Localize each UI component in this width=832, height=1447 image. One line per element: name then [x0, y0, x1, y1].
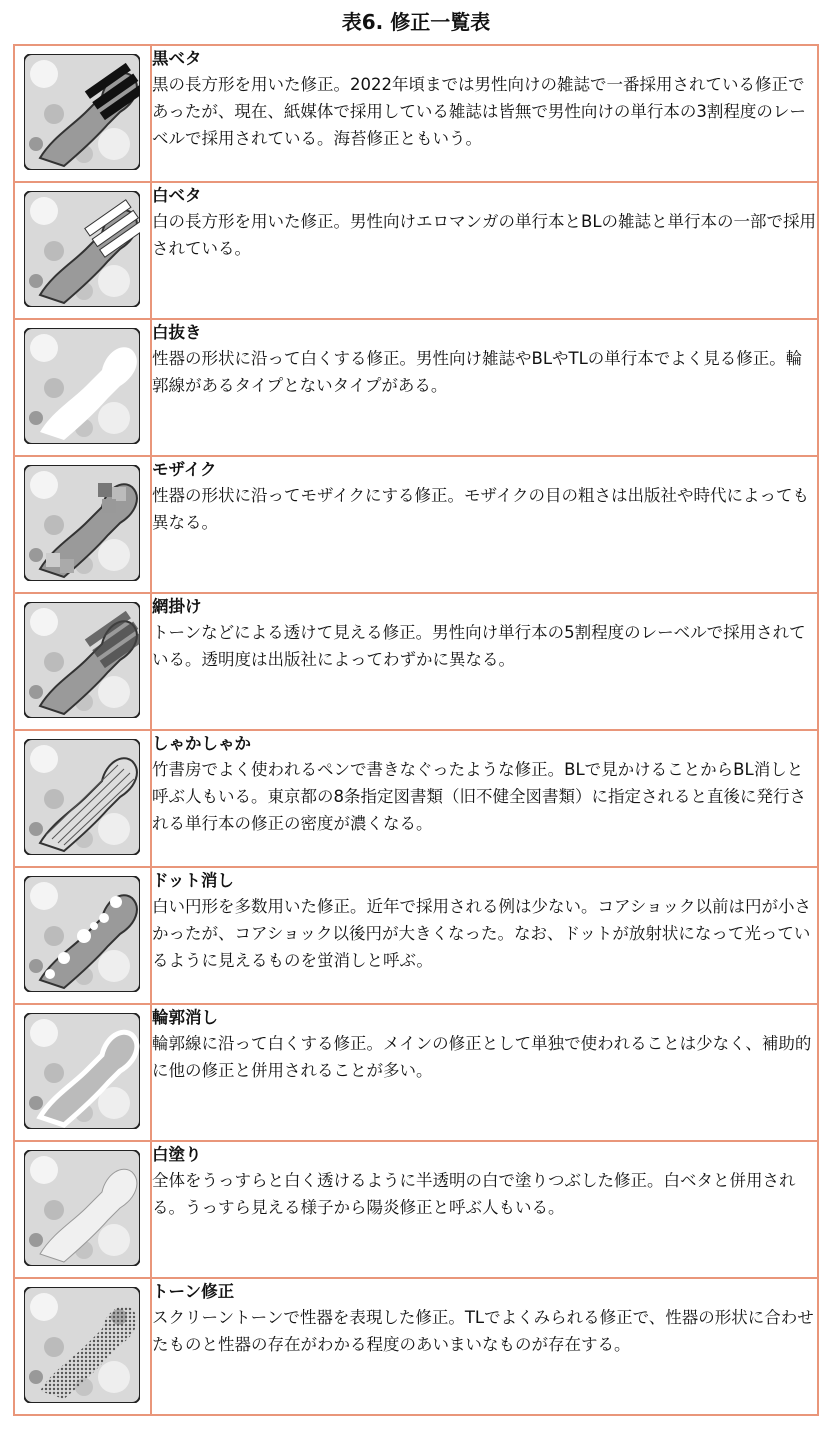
correction-name: 黒ベタ	[152, 49, 202, 68]
white-out-censor-icon	[15, 328, 150, 444]
correction-description: 輪郭線に沿って白くする修正。メインの修正として単独で使われることは少なく、補助的に他の修正と併用されることが多い。	[152, 1034, 812, 1080]
thumbnail-cell	[14, 1141, 151, 1278]
thumbnail-cell	[14, 182, 151, 319]
thumbnail-cell	[14, 319, 151, 456]
correction-name: 輪郭消し	[152, 1008, 218, 1027]
table-row	[14, 456, 818, 593]
table-row	[14, 867, 818, 1004]
correction-name: トーン修正	[152, 1282, 235, 1301]
correction-name: 白抜き	[152, 323, 202, 342]
table-row	[14, 182, 818, 319]
correction-name: ドット消し	[152, 871, 234, 890]
screentone-censor-icon	[15, 1287, 150, 1403]
description-cell	[151, 1004, 818, 1141]
correction-description: トーンなどによる透けて見える修正。男性向け単行本の5割程度のレーベルで採用されている。透明度は出版社によってわずかに異なる。	[152, 623, 806, 669]
table-row	[14, 593, 818, 730]
description-cell	[151, 182, 818, 319]
thumbnail-cell	[14, 593, 151, 730]
thumbnail-cell	[14, 1278, 151, 1415]
correction-description: 全体をうっすらと白く透けるように半透明の白で塗りつぶした修正。白ベタと併用される。うっすら見える様子から陽炎修正と呼ぶ人もいる。	[152, 1171, 796, 1217]
correction-name: モザイク	[152, 460, 217, 479]
table-row	[14, 730, 818, 867]
description-cell	[151, 867, 818, 1004]
description-cell	[151, 593, 818, 730]
description-cell	[151, 45, 818, 182]
table-row	[14, 1141, 818, 1278]
outline-censor-icon	[15, 1013, 150, 1129]
correction-name: しゃかしゃか	[152, 734, 251, 753]
thumbnail-cell	[14, 730, 151, 867]
page-title: 表6. 修正一覧表	[341, 10, 491, 34]
dot-censor-icon	[15, 876, 150, 992]
white-bar-censor-icon	[15, 191, 150, 307]
thumbnail-cell	[14, 1004, 151, 1141]
table-row	[14, 319, 818, 456]
description-cell	[151, 319, 818, 456]
description-cell	[151, 456, 818, 593]
white-wash-censor-icon	[15, 1150, 150, 1266]
black-bar-censor-icon	[15, 54, 150, 170]
thumbnail-cell	[14, 456, 151, 593]
thumbnail-cell	[14, 867, 151, 1004]
correction-description: 性器の形状に沿ってモザイクにする修正。モザイクの目の粗さは出版社や時代によっても異なる。	[152, 486, 810, 532]
correction-description: スクリーントーンで性器を表現した修正。TLでよくみられる修正で、性器の形状に合わせたものと性器の存在がわかる程度のあいまいなものが存在する。	[152, 1308, 814, 1354]
table-row	[14, 45, 818, 182]
mosaic-censor-icon	[15, 465, 150, 581]
correction-description: 黒の長方形を用いた修正。2022年頃までは男性向けの雑誌で一番採用されている修正であったが、現在、紙媒体で採用している雑誌は皆無で男性向けの単行本の3割程度のレーベルで採用されている。海苔修正ともいう。	[152, 75, 806, 148]
table-row	[14, 1278, 818, 1415]
correction-name: 白塗り	[152, 1145, 202, 1164]
correction-description: 白の長方形を用いた修正。男性向けエロマンガの単行本とBLの雑誌と単行本の一部で採用されている。	[152, 212, 817, 258]
description-cell	[151, 730, 818, 867]
correction-table	[13, 44, 819, 1416]
correction-description: 白い円形を多数用いた修正。近年で採用される例は少ない。コアショック以前は円が小さかったが、コアショック以後円が大きくなった。なお、ドットが放射状になって光っているように見えるものを蛍消しと呼ぶ。	[152, 897, 812, 970]
correction-description: 竹書房でよく使われるペンで書きなぐったような修正。BLで見かけることからBL消しと呼ぶ人もいる。東京都の8条指定図書類（旧不健全図書類）に指定されると直後に発行される単行本の修正の密度が濃くなる。	[152, 760, 806, 833]
correction-name: 網掛け	[152, 597, 202, 616]
table-row	[14, 1004, 818, 1141]
halftone-bar-censor-icon	[15, 602, 150, 718]
correction-description: 性器の形状に沿って白くする修正。男性向け雑誌やBLやTLの単行本でよく見る修正。輪郭線があるタイプとないタイプがある。	[152, 349, 803, 395]
correction-name: 白ベタ	[152, 186, 202, 205]
description-cell	[151, 1141, 818, 1278]
scribble-censor-icon	[15, 739, 150, 855]
thumbnail-cell	[14, 45, 151, 182]
description-cell	[151, 1278, 818, 1415]
